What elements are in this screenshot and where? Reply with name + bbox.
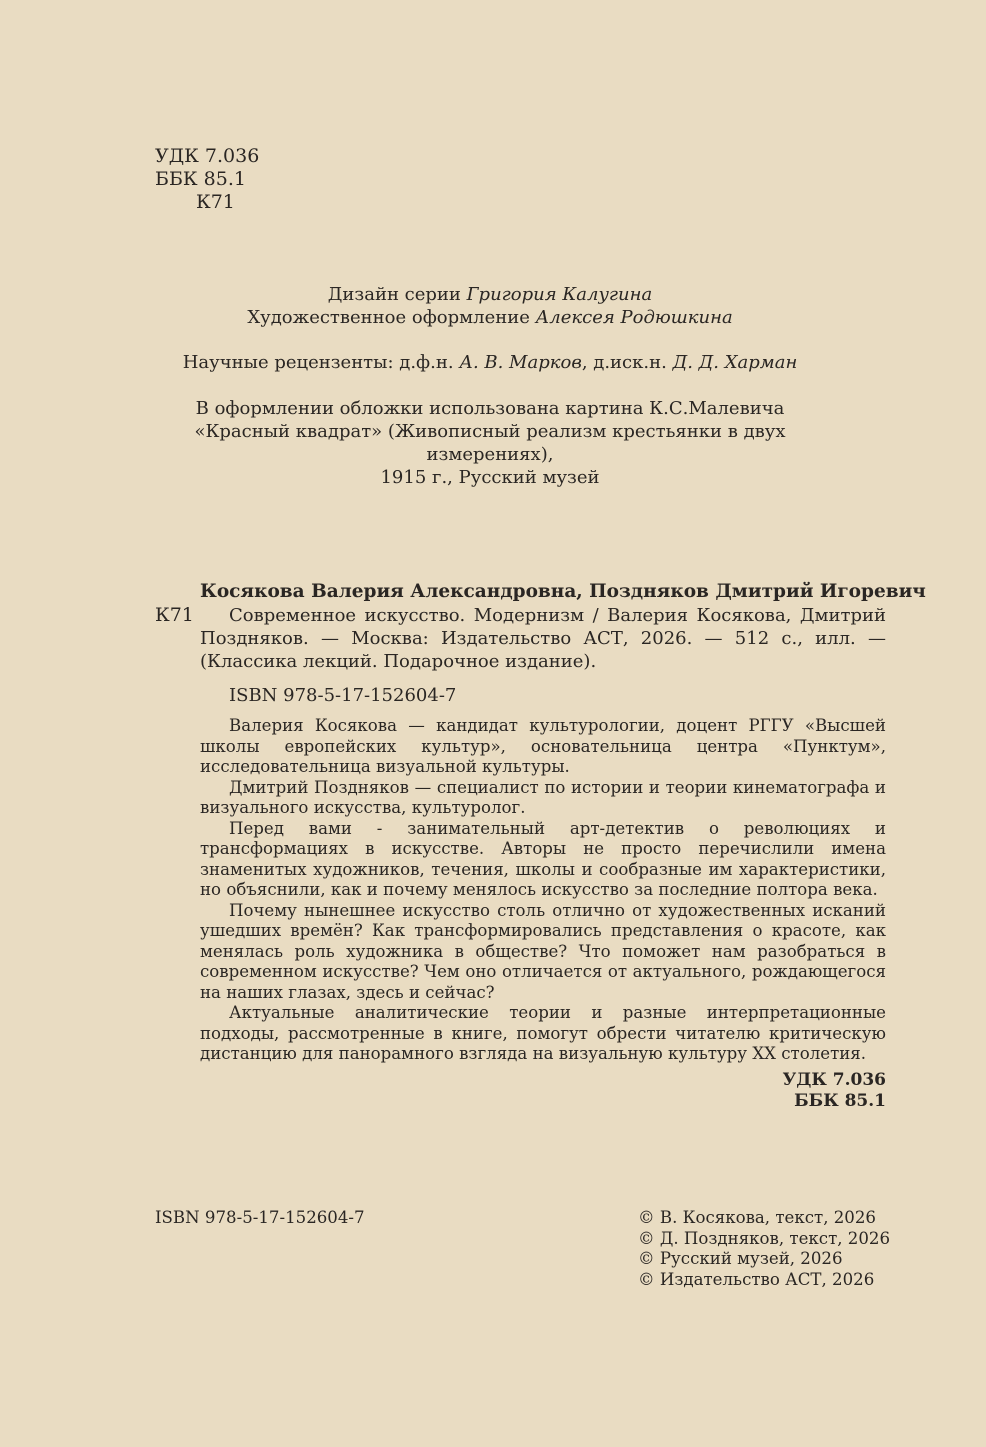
- cover-note-line: В оформлении обложки использована картина К.С.Малевича: [195, 398, 785, 419]
- annotation: [200, 716, 886, 1065]
- copyright-block: [638, 1208, 890, 1290]
- bbk-code: ББК 85.1: [155, 168, 246, 190]
- cover-note: [140, 397, 840, 489]
- copyright-line: © Русский музей, 2026: [638, 1249, 843, 1268]
- reviewer-2: Д. Д. Харман: [672, 352, 798, 373]
- copyright-line: © Издательство АСТ, 2026: [638, 1269, 875, 1289]
- footer-isbn: ISBN 978-5-17-152604-7: [155, 1208, 365, 1227]
- annotation-paragraph: Перед вами - занимательный арт-детектив о революциях и трансформациях в искусстве. Авторы не просто перечислили имена знаменитых художников, течения, школы и сообразные им характеристики, но объяснили, как и почему менялось искусство за последние полтора века.: [200, 818, 886, 899]
- classification-codes: [155, 145, 259, 214]
- entry-author-mark: К71: [155, 604, 194, 626]
- classification-block: [700, 1070, 886, 1112]
- cover-note-line: 1915 г., Русский музей: [380, 467, 600, 488]
- annotation-paragraph: Дмитрий Поздняков — специалист по истории и теории кинематографа и визуального искусства, культуролог.: [200, 777, 886, 817]
- copyright-line: © В. Косякова, текст, 2026: [638, 1208, 876, 1227]
- udk-bold: УДК 7.036: [782, 1070, 886, 1090]
- cover-note-line: «Красный квадрат» (Живописный реализм крестьянки в двух измерениях),: [194, 421, 786, 465]
- reviewers-line: Научные рецензенты: д.ф.н. А. В. Марков, д.иск.н. Д. Д. Харман: [182, 352, 798, 373]
- annotation-paragraph: Почему нынешнее искусство столь отлично от художественных исканий ушедших времён? Как трансформировались представления о красоте, как менялась роль художника в обществе? Что поможет нам разобраться в современном искусстве? Чем оно отличается от актуального, рождающегося на наших глазах, здесь и сейчас?: [200, 900, 886, 1002]
- udk-code: УДК 7.036: [155, 145, 260, 167]
- bibliographic-description: Современное искусство. Модернизм / Валерия Косякова, Дмитрий Поздняков. — Москва: Издательство АСТ, 2026. — 512 с., илл. — (Классика лекций. Подарочное издание).: [200, 605, 886, 672]
- annotation-paragraph: Актуальные аналитические теории и разные интерпретационные подходы, рассмотренные в книге, помогут обрести читателю критическую дистанцию для панорамного взгляда на визуальную культуру XX столетия.: [200, 1003, 886, 1063]
- authors-heading: Косякова Валерия Александровна, Поздняков Дмитрий Игоревич: [200, 581, 926, 602]
- reviewer-1: А. В. Марков: [459, 352, 582, 373]
- series-design-line: Дизайн серии Григория Калугина: [327, 284, 653, 305]
- design-credits: [140, 283, 840, 329]
- author-mark: К71: [196, 191, 235, 213]
- art-design-line: Художественное оформление Алексея Родюшкина: [247, 307, 733, 328]
- bbk-bold: ББК 85.1: [794, 1091, 886, 1111]
- entry-isbn: ISBN 978-5-17-152604-7: [229, 685, 457, 706]
- annotation-paragraph: Валерия Косякова — кандидат культурологии, доцент РГГУ «Высшей школы европейских культур», основательница центра «Пунктум», исследовательница визуальной культуры.: [200, 716, 886, 776]
- copyright-line: © Д. Поздняков, текст, 2026: [638, 1228, 891, 1248]
- series-designer: Григория Калугина: [466, 284, 653, 305]
- art-designer: Алексея Родюшкина: [535, 307, 733, 328]
